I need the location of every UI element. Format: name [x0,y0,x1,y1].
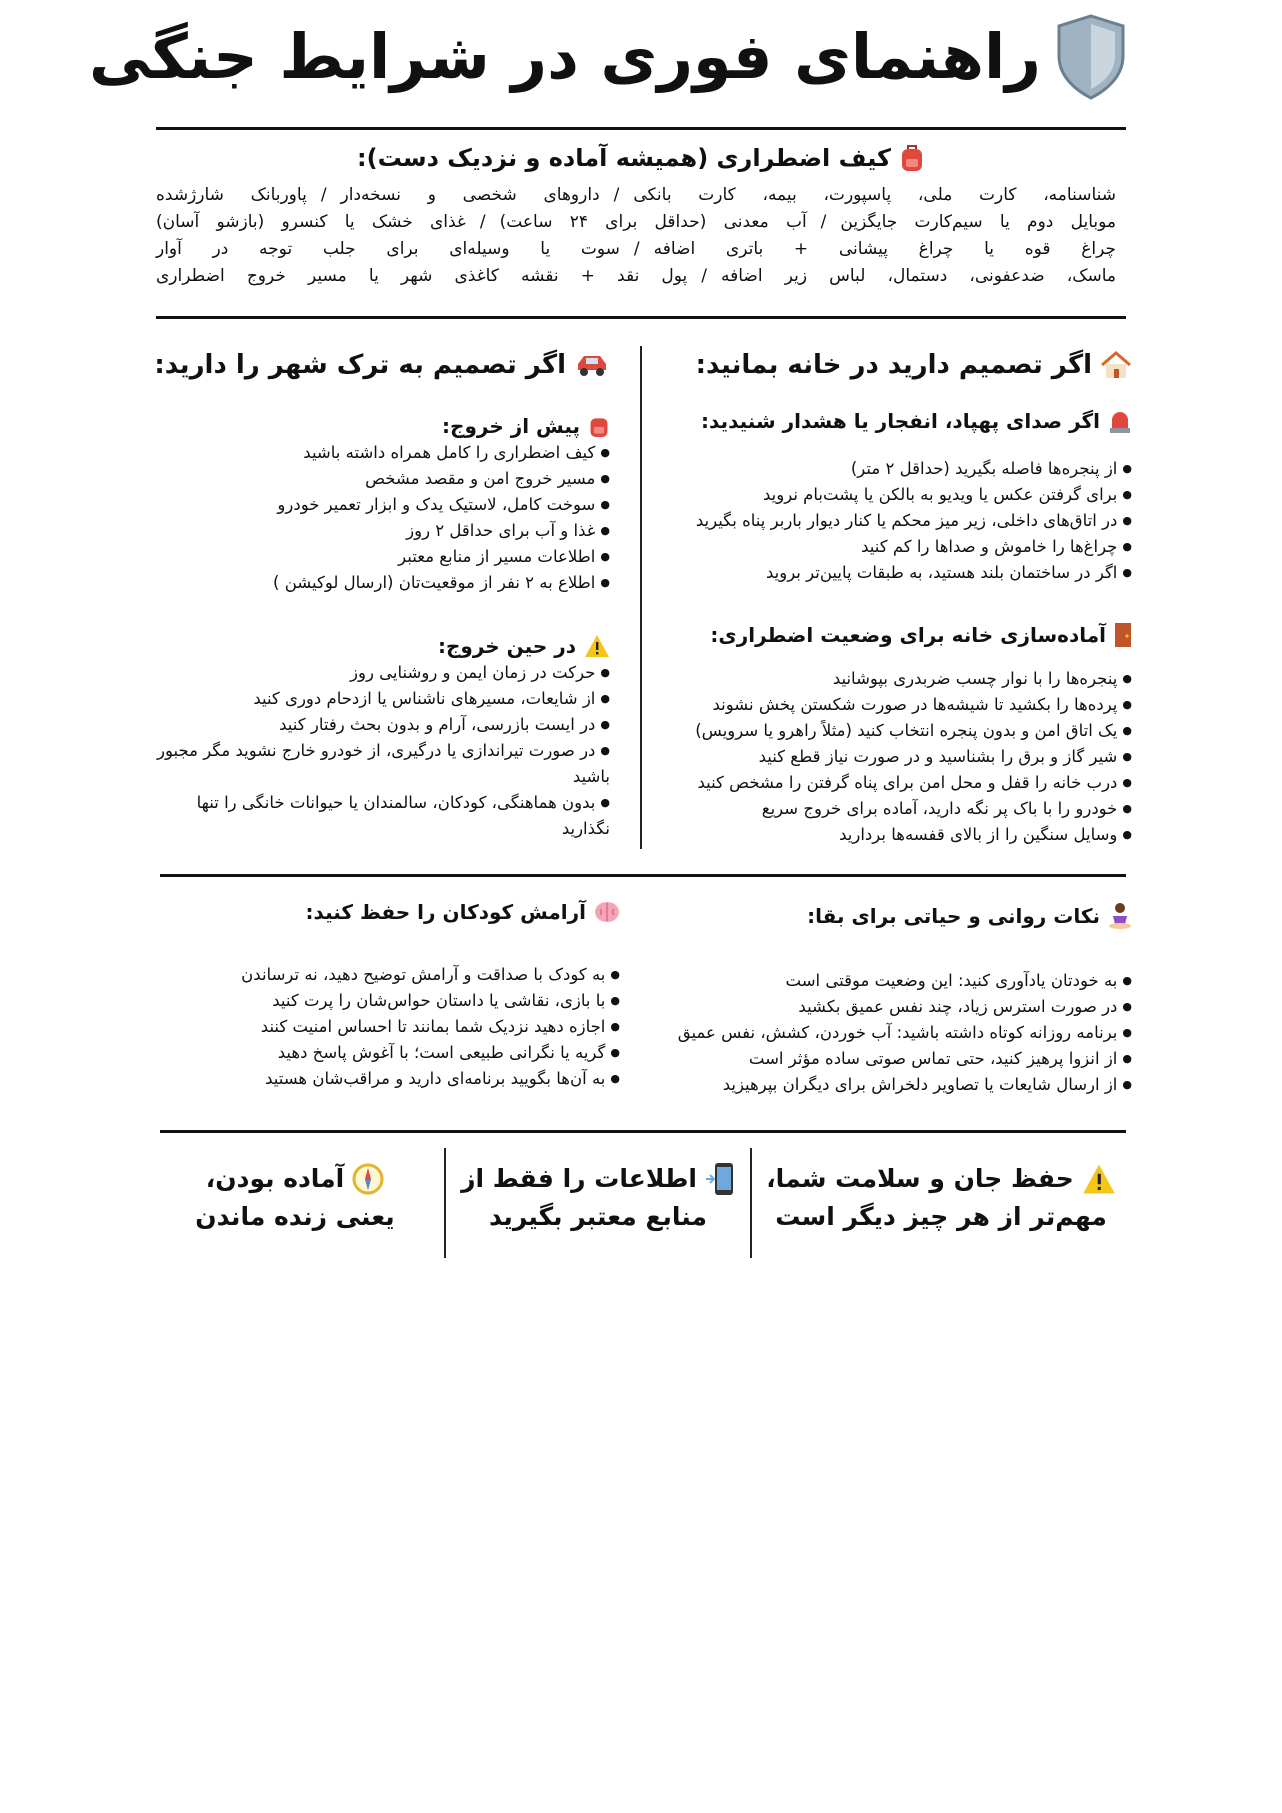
list-item: ● گریه یا نگرانی طبیعی است؛ با آغوش پاسخ دهید [150,1040,620,1066]
footer-divider [444,1148,446,1258]
before-exit-heading: پیش از خروج: [150,414,610,438]
kit-line: ماسک، ضدعفونی، دستمال، لباس زیر اضافه/پول نقد + نقشه کاغذی شهر یا مسیر خروج اضطراری [156,266,1116,286]
footer-item-info: اطلاعات را فقط از منابع معتبر بگیرید [450,1160,746,1236]
mobile-phone-icon [705,1162,735,1196]
list-item: ● بدون هماهنگی، کودکان، سالمندان یا حیوانات خانگی را تنها نگذارید [150,790,610,842]
list-item: ● مسیر خروج امن و مقصد مشخص [150,466,610,492]
list-item: ● به آن‌ها بگویید برنامه‌ای دارید و مراقب‌شان هستید [150,1066,620,1092]
mental-tips-list [632,968,1132,1098]
leave-city-heading: اگر تصمیم به ترک شهر را دارید: [150,350,610,380]
list-item: ● شیر گاز و برق را بشناسید و در صورت نیاز قطع کنید [652,744,1132,770]
children-heading: آرامش کودکان را حفظ کنید: [150,900,620,924]
emergency-kit-heading: کیف اضطراری (همیشه آماده و نزدیک دست): [0,144,1282,172]
divider [160,1130,1126,1133]
list-item: ● در ایست بازرسی، آرام و بدون بحث رفتار کنید [150,712,610,738]
footer-item-prepared: آماده بودن، یعنی زنده ماندن [195,1164,395,1231]
meditation-icon [1108,902,1132,930]
kit-line: چراغ قوه یا چراغ پیشانی + باتری اضافه/سوت یا وسیله‌ای برای جلب توجه در آوار [156,239,1116,259]
list-item: ● به خودتان یادآوری کنید: این وضعیت موقتی است [632,968,1132,994]
divider [156,316,1126,319]
list-item: ● وسایل سنگین را از بالای قفسه‌ها بردارید [652,822,1132,848]
stay-home-section [652,350,1132,848]
divider [156,127,1126,130]
list-item: ● اطلاعات مسیر از منابع معتبر [150,544,610,570]
during-exit-heading: در حین خروج: [150,634,610,658]
children-list [150,962,620,1092]
list-item: ● اگر در ساختمان بلند هستید، به طبقات پایین‌تر بروید [652,560,1132,586]
backpack-icon [588,414,610,438]
compass-icon [352,1163,384,1195]
leave-city-section [150,350,610,842]
siren-icon [1108,408,1132,434]
brain-icon [594,901,620,923]
mental-tips-section [632,902,1132,1098]
kit-line: شناسنامه، کارت ملی، پاسپورت، بیمه، کارت بانکی/داروهای شخصی و نسخه‌دار/پاوربانک شارژشده [156,185,1117,205]
list-item: ● یک اتاق امن و بدون پنجره انتخاب کنید (مثلاً راهرو یا سرویس) [652,718,1132,744]
list-item: ● در صورت استرس زیاد، چند نفس عمیق بکشید [632,994,1132,1020]
list-item: ● از پنجره‌ها فاصله بگیرید (حداقل ۲ متر) [652,456,1132,482]
stay-home-heading: اگر تصمیم دارید در خانه بمانید: [652,350,1132,380]
list-item: ● اطلاع به ۲ نفر از موقعیت‌تان (ارسال لوکیشن ) [150,570,610,596]
list-item: ● چراغ‌ها را خاموش و صداها را کم کنید [652,534,1132,560]
list-item: ● سوخت کامل، لاستیک یدک و ابزار تعمیر خودرو [150,492,610,518]
alarm-list [652,456,1132,586]
page-title: راهنمای فوری در شرایط جنگی [89,19,1041,93]
warning-icon [1082,1163,1116,1195]
list-item: ● پرده‌ها را بکشید تا شیشه‌ها در صورت شکستن پخش نشوند [652,692,1132,718]
list-item: ● به کودک با صداقت و آرامش توضیح دهید، نه ترساندن [150,962,620,988]
footer-divider [750,1148,752,1258]
page-header [89,12,1127,100]
list-item: ● برنامه روزانه کوتاه داشته باشید: آب خوردن، کشش، نفس عمیق [632,1020,1132,1046]
list-item: ● در اتاق‌های داخلی، زیر میز محکم یا کنار دیوار باربر پناه بگیرید [652,508,1132,534]
prepare-list [652,666,1132,848]
list-item: ● حرکت در زمان ایمن و روشنایی روز [150,660,610,686]
house-icon [1100,350,1132,380]
shield-icon [1055,12,1127,100]
list-item: ● با بازی، نقاشی یا داستان حواس‌شان را پرت کنید [150,988,620,1014]
prepare-heading: آماده‌سازی خانه برای وضعیت اضطراری: [652,622,1132,648]
children-section [150,900,620,1092]
list-item: ● از شایعات، مسیرهای ناشناس یا ازدحام دوری کنید [150,686,610,712]
alarm-heading: اگر صدای پهپاد، انفجار یا هشدار شنیدید: [652,408,1132,434]
door-icon [1114,622,1132,648]
list-item: ● درب خانه را قفل و محل امن برای پناه گرفتن را مشخص کنید [652,770,1132,796]
divider [160,874,1126,877]
list-item: ● خودرو را با باک پر نگه دارید، آماده برای خروج سریع [652,796,1132,822]
car-icon [574,352,610,378]
kit-line: موبایل دوم یا سیم‌کارت جایگزین/آب معدنی (حداقل برای ۲۴ ساعت)/غذای خشک یا کنسرو (بازشو آسان) [156,212,1116,232]
footer-item-safety: حفظ جان و سلامت شما، مهم‌تر از هر چیز دیگر است [756,1160,1126,1236]
list-item: ● از ارسال شایعات یا تصاویر دلخراش برای دیگران بپرهیزید [632,1072,1132,1098]
list-item: ● اجازه دهید نزدیک شما بمانند تا احساس امنیت کنند [150,1014,620,1040]
warning-icon [584,634,610,658]
list-item: ● برای گرفتن عکس یا ویدیو به بالکن یا پشت‌بام نروید [652,482,1132,508]
list-item: ● غذا و آب برای حداقل ۲ روز [150,518,610,544]
backpack-icon [899,144,925,172]
list-item: ● از انزوا پرهیز کنید، حتی تماس صوتی ساده مؤثر است [632,1046,1132,1072]
mental-tips-heading: نکات روانی و حیاتی برای بقا: [632,902,1132,930]
column-divider [640,346,642,849]
before-exit-list [150,440,610,596]
emergency-kit-list [156,182,1116,290]
list-item: ● پنجره‌ها را با نوار چسب ضربدری بپوشانید [652,666,1132,692]
list-item: ● کیف اضطراری را کامل همراه داشته باشید [150,440,610,466]
list-item: ● در صورت تیراندازی یا درگیری، از خودرو خارج نشوید مگر مجبور باشید [150,738,610,790]
during-exit-list [150,660,610,842]
